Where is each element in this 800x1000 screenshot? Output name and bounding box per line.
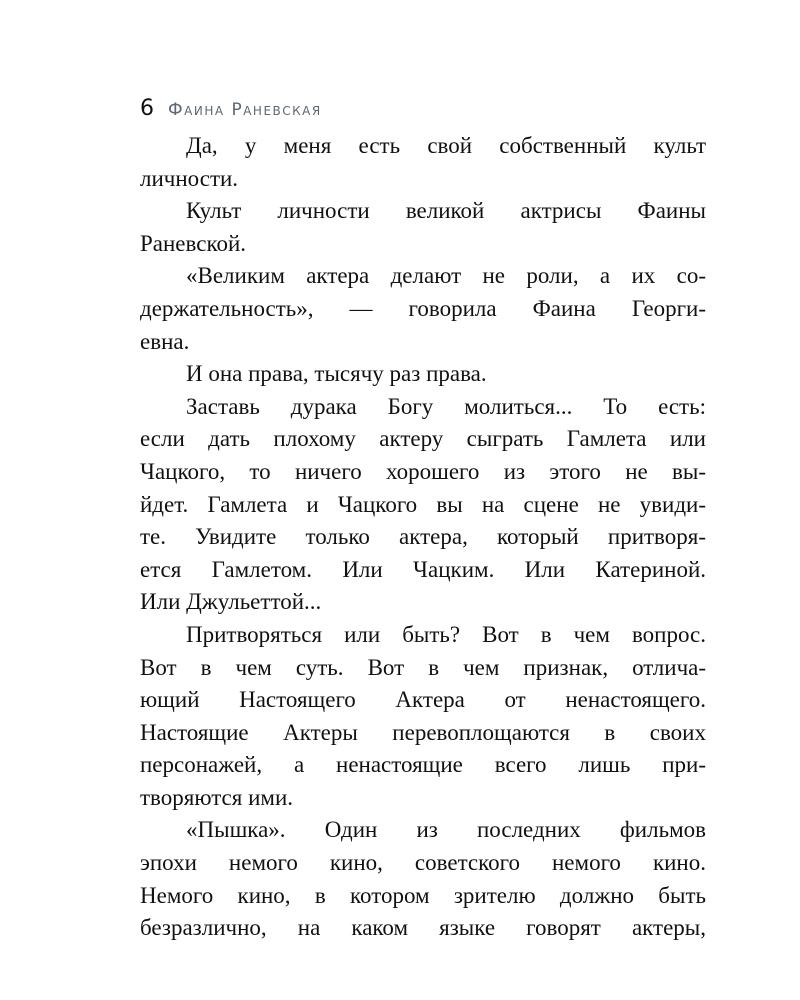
page-number: 6: [140, 96, 154, 121]
text-line: «Пышка». Один из последних фильмов: [186, 817, 706, 843]
body-text: [140, 130, 706, 945]
text-line: йдет. Гамлета и Чацкого вы на сцене не увиди-: [140, 491, 706, 517]
text-line: евна.: [140, 328, 190, 354]
text-line: персонажей, а ненастоящие всего лишь при-: [140, 752, 706, 778]
text-line: «Великим актера делают не роли, а их со-: [186, 263, 706, 289]
text-line: Чацкого, то ничего хорошего из этого не вы-: [140, 458, 706, 484]
text-line: безразлично, на каком языке говорят актеры,: [140, 915, 706, 941]
text-line: личности.: [140, 165, 239, 191]
text-line: творяются ими.: [140, 784, 294, 810]
text-line: Культ личности великой актрисы Фаины: [186, 198, 706, 224]
text-line: эпохи немого кино, советского немого кино.: [140, 850, 706, 876]
text-line: Притворяться или быть? Вот в чем вопрос.: [186, 621, 706, 647]
book-title: Фаина Раневская: [168, 100, 322, 120]
text-line: И она права, тысячу раз права.: [186, 361, 487, 387]
text-line: держательность», — говорила Фаина Георги-: [140, 295, 706, 321]
text-line: Вот в чем суть. Вот в чем признак, отлича-: [140, 654, 706, 680]
text-line: ется Гамлетом. Или Чацким. Или Катериной.: [140, 556, 706, 582]
text-line: ющий Настоящего Актера от ненастоящего.: [140, 687, 706, 713]
text-line: Или Джульеттой...: [140, 589, 322, 615]
running-header: [140, 96, 322, 124]
text-line: те. Увидите только актера, который притворя-: [140, 524, 706, 550]
text-line: Настоящие Актеры перевоплощаются в своих: [140, 719, 706, 745]
text-line: Раневской.: [140, 230, 247, 256]
text-line: Немого кино, в котором зрителю должно быть: [140, 882, 706, 908]
text-line: Заставь дурака Богу молиться... То есть:: [186, 393, 706, 419]
text-line: если дать плохому актеру сыграть Гамлета или: [140, 426, 706, 452]
text-line: Да, у меня есть свой собственный культ: [186, 133, 706, 158]
